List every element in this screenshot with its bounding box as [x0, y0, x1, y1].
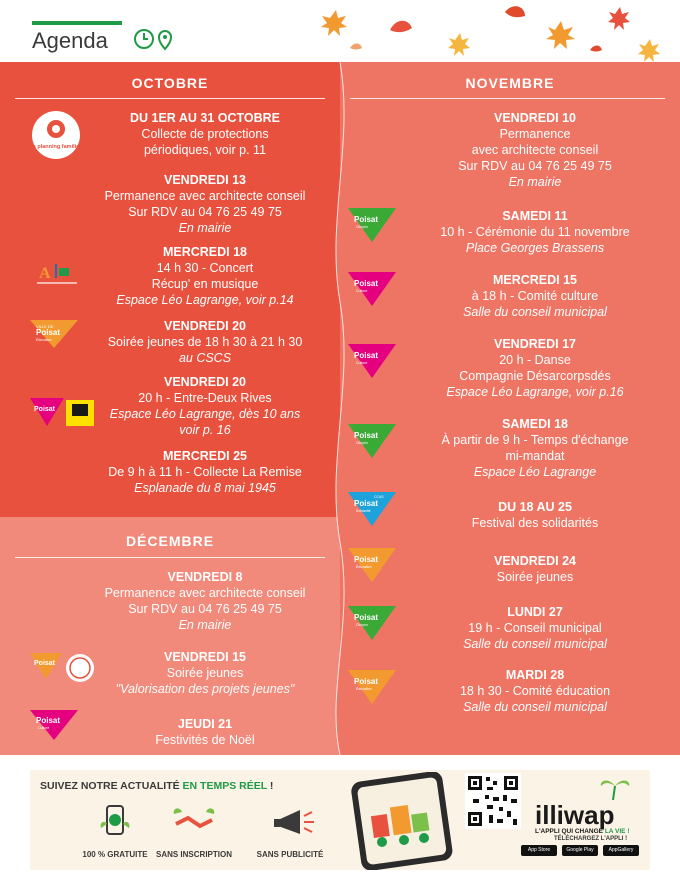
- event-line: 14 h 30 - Concert: [156, 261, 254, 275]
- poisat-education-logo: [348, 670, 396, 704]
- qr-code[interactable]: [465, 773, 521, 829]
- feature-no-ads: SANS PUBLICITÉ: [256, 850, 324, 859]
- event-dec-2: [85, 649, 325, 697]
- event-line: 10 h - Cérémonie du 11 novembre: [440, 225, 630, 239]
- event-place: Espace Léo Lagrange, dès 10 ans: [109, 407, 301, 421]
- event-line: 19 h - Conseil municipal: [468, 621, 602, 635]
- app-store-badge[interactable]: App Store: [521, 845, 557, 856]
- event-date: VENDREDI 17: [494, 337, 576, 351]
- event-place: Espace Léo Lagrange, voir p.16: [446, 385, 624, 399]
- event-date: MERCREDI 15: [492, 273, 578, 287]
- svg-text:Citoyen: Citoyen: [356, 441, 368, 445]
- event-line: 18 h 30 - Comité éducation: [459, 684, 611, 698]
- event-line: Soirée jeunes de 18 h 30 à 21 h 30: [107, 335, 303, 349]
- page-title: Agenda: [32, 28, 108, 53]
- event-dec-1: [85, 569, 325, 633]
- poisat-culture-logo: [30, 710, 78, 740]
- event-oct-2: [85, 172, 325, 236]
- svg-text:Éducation: Éducation: [36, 338, 52, 342]
- event-nov-3: [405, 272, 665, 320]
- event-line: Récup' en musique: [151, 277, 259, 291]
- event-oct-5: [85, 374, 325, 438]
- event-place: En mairie: [508, 175, 562, 189]
- svg-text:Poisat: Poisat: [354, 351, 379, 360]
- feature-no-signup: SANS INSCRIPTION: [155, 850, 232, 859]
- header-accent-line: [32, 21, 122, 25]
- planning-familial-logo: [31, 110, 81, 160]
- event-date: VENDREDI 10: [494, 111, 576, 125]
- svg-text:Poisat: Poisat: [354, 613, 379, 622]
- event-place: Place Georges Brassens: [465, 241, 605, 255]
- event-date: VENDREDI 8: [167, 570, 243, 584]
- svg-text:Culture: Culture: [356, 289, 368, 293]
- svg-text:Solidarité: Solidarité: [356, 509, 371, 513]
- event-nov-9: [405, 667, 665, 715]
- svg-text:Poisat: Poisat: [36, 328, 61, 337]
- event-place: Espace Léo Lagrange, voir p.14: [116, 293, 294, 307]
- poisat-education-logo: [348, 548, 396, 582]
- event-place: Salle du conseil municipal: [463, 700, 607, 714]
- autumn-leaves-decoration: [290, 0, 680, 62]
- appgallery-badge[interactable]: AppGallery: [603, 845, 639, 856]
- svg-text:Poisat: Poisat: [354, 677, 379, 686]
- svg-text:Éducation: Éducation: [356, 687, 372, 691]
- svg-text:Poisat: Poisat: [34, 660, 56, 667]
- clock-pin-icon: [133, 27, 178, 51]
- event-line: Collecte de protections: [141, 127, 269, 141]
- event-date: VENDREDI 20: [164, 319, 246, 333]
- event-line: "Valorisation des projets jeunes": [115, 682, 295, 696]
- event-nov-6: [405, 499, 665, 531]
- event-oct-4: [85, 318, 325, 366]
- event-place: Salle du conseil municipal: [463, 305, 607, 319]
- event-place: Salle du conseil municipal: [463, 637, 607, 651]
- event-date: MARDI 28: [505, 668, 565, 682]
- event-line: Festivités de Noël: [155, 733, 255, 747]
- event-dec-3: [85, 716, 325, 748]
- svg-text:Poisat: Poisat: [354, 431, 379, 440]
- illiwap-tagline: L'APPLI QUI CHANGE LA VIE !: [535, 828, 630, 835]
- poisat-citoyen-logo: [348, 424, 396, 458]
- poisat-culture-logo: [348, 272, 396, 306]
- event-line: périodiques, voir p. 11: [143, 143, 267, 157]
- event-place: En mairie: [178, 618, 232, 632]
- month-title-novembre: NOVEMBRE: [465, 75, 555, 91]
- svg-text:Poisat: Poisat: [354, 499, 379, 508]
- megaphone-icon: [270, 804, 318, 842]
- svg-text:Citoyen: Citoyen: [356, 225, 368, 229]
- event-line: Soirée jeunes: [496, 570, 574, 584]
- event-line: Soirée jeunes: [166, 666, 244, 680]
- svg-text:Poisat: Poisat: [354, 555, 379, 564]
- svg-text:VILLE DE: VILLE DE: [36, 324, 54, 329]
- event-date: JEUDI 21: [177, 717, 233, 731]
- month-divider: [350, 98, 665, 99]
- event-line: avec architecte conseil: [471, 143, 599, 157]
- feature-free: 100 % GRATUITE: [82, 850, 148, 859]
- svg-text:Culture: Culture: [356, 361, 368, 365]
- poisat-culture-logo: [348, 344, 396, 378]
- event-nov-4: [405, 336, 665, 400]
- event-line: 20 h - Danse: [499, 353, 571, 367]
- palm-tree-icon: [597, 774, 631, 802]
- event-line: à 18 h - Comité culture: [471, 289, 599, 303]
- event-place: au CSCS: [178, 351, 232, 365]
- event-date: VENDREDI 15: [164, 650, 246, 664]
- svg-text:CCAS: CCAS: [374, 495, 384, 499]
- phone-illustration: [342, 772, 457, 870]
- svg-text:Poisat: Poisat: [36, 716, 61, 725]
- event-nov-8: [405, 604, 665, 652]
- event-line: Festival des solidarités: [471, 516, 599, 530]
- event-date: VENDREDI 24: [494, 554, 576, 568]
- event-nov-7: [405, 553, 665, 585]
- event-date: DU 1ER AU 31 OCTOBRE: [129, 111, 281, 125]
- svg-text:Culture: Culture: [38, 726, 50, 730]
- event-place: Espace Léo Lagrange: [473, 465, 597, 479]
- event-nov-1: [405, 110, 665, 190]
- event-oct-6: [85, 448, 325, 496]
- event-line: Permanence avec architecte conseil: [104, 586, 306, 600]
- svg-text:A: A: [39, 265, 51, 282]
- download-label: TÉLÉCHARGEZ L'APPLI !: [554, 836, 628, 842]
- poisat-education-logo: [30, 320, 78, 348]
- svg-text:Poisat: Poisat: [354, 279, 379, 288]
- event-date: SAMEDI 11: [502, 209, 568, 223]
- svg-text:Éducation: Éducation: [356, 565, 372, 569]
- event-line: Permanence: [499, 127, 571, 141]
- banner-title: SUIVEZ NOTRE ACTUALITÉ EN TEMPS RÉEL !: [40, 780, 274, 792]
- month-divider: [15, 557, 325, 558]
- event-oct-1: [85, 110, 325, 158]
- poisat-citoyen-logo: [348, 606, 396, 640]
- handshake-icon: [170, 804, 218, 842]
- illiwap-logo: illiwap: [535, 800, 615, 830]
- svg-text:Poisat: Poisat: [354, 215, 379, 224]
- svg-text:Poisat: Poisat: [34, 406, 56, 413]
- event-line: Sur RDV au 04 76 25 49 75: [128, 205, 282, 219]
- concert-logo: [35, 260, 80, 288]
- column-divider-curve: [320, 62, 360, 755]
- event-date: SAMEDI 18: [502, 417, 568, 431]
- planning-logo-text: le planning familial: [31, 144, 81, 150]
- svg-text:Citoyen: Citoyen: [356, 623, 368, 627]
- month-title-decembre: DÉCEMBRE: [125, 533, 215, 549]
- event-line: Compagnie Désarcorpsdés: [459, 369, 611, 383]
- ccas-solidarite-logo: [348, 492, 396, 526]
- event-date: VENDREDI 20: [164, 375, 246, 389]
- event-line: Sur RDV au 04 76 25 49 75: [458, 159, 612, 173]
- google-play-badge[interactable]: Google Play: [562, 845, 598, 856]
- free-phone-icon: [95, 802, 135, 842]
- month-title-octobre: OCTOBRE: [131, 75, 209, 91]
- event-line: 20 h - Entre-Deux Rives: [138, 391, 272, 405]
- event-place: Esplanade du 8 mai 1945: [134, 481, 276, 495]
- event-date: MERCREDI 18: [162, 245, 248, 259]
- event-line: À partir de 9 h - Temps d'échange: [441, 433, 629, 447]
- page-header: [0, 0, 680, 62]
- event-line: De 9 h à 11 h - Collecte La Remise: [108, 465, 302, 479]
- event-nov-2: [405, 208, 665, 256]
- event-date: VENDREDI 13: [164, 173, 246, 187]
- event-date: LUNDI 27: [507, 605, 563, 619]
- poisat-citoyen-logo: [348, 208, 396, 242]
- event-date: MERCREDI 25: [162, 449, 248, 463]
- event-nov-5: [405, 416, 665, 480]
- event-date: DU 18 AU 25: [498, 500, 572, 514]
- illiwap-banner[interactable]: [30, 770, 650, 870]
- event-line: mi-mandat: [505, 449, 565, 463]
- month-divider: [15, 98, 325, 99]
- event-place: voir p. 16: [179, 423, 231, 437]
- event-line: Permanence avec architecte conseil: [104, 189, 306, 203]
- event-line: Sur RDV au 04 76 25 49 75: [128, 602, 282, 616]
- event-oct-3: [85, 244, 325, 308]
- event-place: En mairie: [178, 221, 232, 235]
